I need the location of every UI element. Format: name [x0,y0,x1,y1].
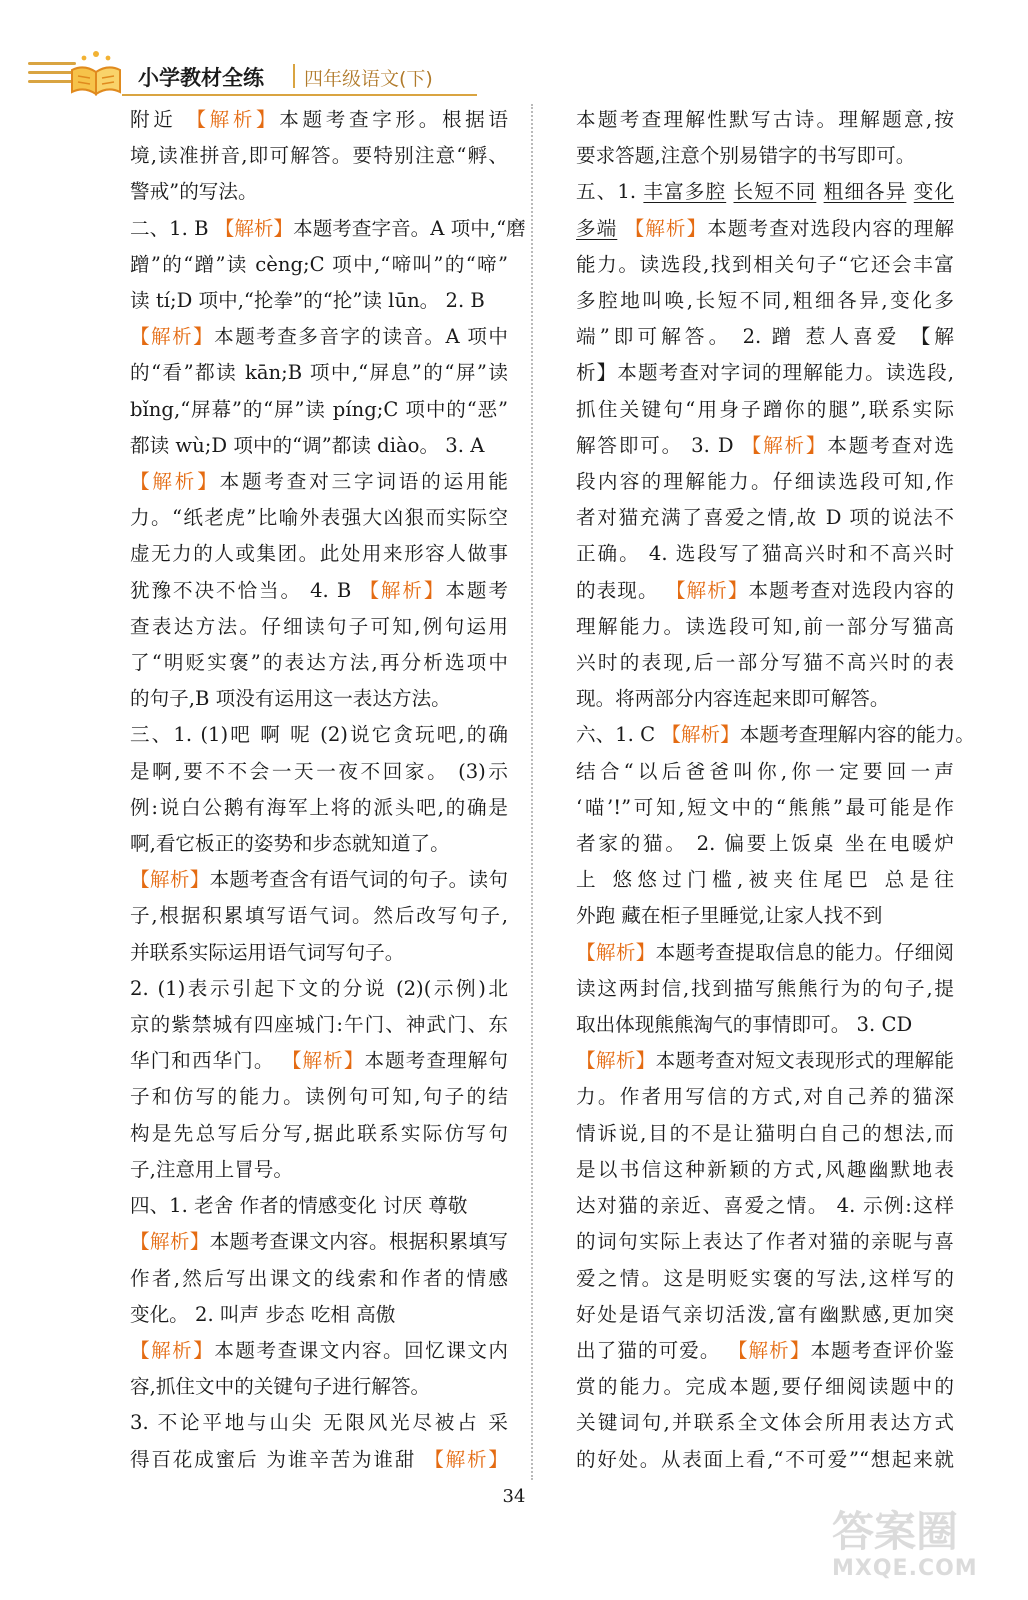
answer-line: 构是先总写后分写,据此联系实际仿写句 [130,1121,508,1145]
answer-line: 理解能力。读选段可知,前一部分写猫高 [576,614,954,638]
answer-line: 二、1. B 【解析】本题考查字音。A 项中,“磨 [130,216,526,240]
analysis-tag: 【解析】 [727,1338,811,1362]
answer-line: 力。“纸老虎”比喻外表强大凶狠而实际空 [130,506,508,530]
answer-line: 要求答题,注意个别易错字的书写即可。 [576,144,916,168]
answer-line: 的表现。 【解析】本题考查对选段内容的 [576,578,955,602]
analysis-tag: 【解析】 [130,470,220,494]
answer-line: 容,抓住文中的关键句子进行解答。 [130,1375,431,1399]
answer-line: 啊,看它板正的姿势和步态就知道了。 [130,832,450,856]
answer-line: 出了猫的可爱。 【解析】本题考查评价鉴 [576,1338,955,1362]
underlined-answer: 多端 [576,216,618,240]
answer-line: 解答即可。 3. D 【解析】本题考查对选 [576,433,955,457]
watermark-url: MXQE.COM [832,1556,978,1581]
answer-line: 作者,然后写出课文的线索和作者的情感 [130,1266,508,1290]
answer-line: 【解析】本题考查课文内容。根据积累填写 [130,1230,509,1254]
answer-line: 子,注意用上冒号。 [130,1157,293,1181]
answer-line: 都读 wù;D 项中的“调”都读 diào。 3. A [130,433,485,457]
answer-line: 虚无力的人或集团。此处用来形容人做事 [130,542,508,566]
answer-line: 【解析】本题考查多音字的读音。A 项中 [130,325,509,349]
answer-line: 变化。 2. 叫声 步态 吃相 高傲 [130,1302,396,1326]
answer-line: 京的紫禁城有四座城门:午门、神武门、东 [130,1013,508,1037]
analysis-tag: 【解析】 [130,868,210,892]
answer-line: 段内容的理解能力。仔细读选段可知,作 [576,470,954,494]
answer-line: 多端 【解析】本题考查对选段内容的理解 [576,216,955,240]
answer-line: 者对猫充满了喜爱之情,故 D 项的说法不 [576,506,954,530]
answer-line: 蹭”的“蹭”读 cèng;C 项中,“啼叫”的“啼” [130,252,508,276]
answer-line: 境,读准拼音,即可解答。要特别注意“孵、 [130,144,508,168]
answer-line: 多腔地叫唤,长短不同,粗细各异,变化多 [576,289,954,313]
answer-line: 的好处。从表面上看,“不可爱”“想起来就 [576,1447,954,1471]
answer-line: 达对猫的亲近、喜爱之情。 4. 示例:这样 [576,1194,954,1218]
answer-line: 上 悠悠过门槛,被夹住尾巴 总是往 [576,868,954,892]
answer-line: 附近 【解析】本题考查字形。根据语 [130,108,509,131]
analysis-tag: 【解析】 [130,1230,210,1254]
answer-line: 子和仿写的能力。读例句可知,句子的结 [130,1085,508,1109]
answer-line: 警戒”的写法。 [130,180,258,204]
analysis-tag: 【解析】 [741,433,828,457]
underlined-answer: 丰富多腔 [643,180,727,204]
analysis-tag: 【解析】 [665,578,749,602]
answer-line: 现。将两部分内容连起来即可解答。 [576,687,890,711]
answer-line: 是啊,要不不会一天一夜不回家。 (3)示 [130,759,508,783]
answer-line: 读 tí;D 项中,“抡拳”的“抡”读 lūn。 2. B [130,289,485,313]
answer-line: 赏的能力。完成本题,要仔细阅读题中的 [576,1375,954,1399]
answer-line: 了“明贬实褒”的表达方法,再分析选项中 [130,651,508,675]
answer-line: 犹豫不决不恰当。 4. B 【解析】本题考 [130,578,509,602]
answer-line: 华门和西华门。 【解析】本题考查理解句 [130,1049,509,1073]
header-separator [293,64,295,88]
answer-line: 析】本题考查对字词的理解能力。读选段, [576,361,954,385]
analysis-tag: 【解析】 [576,940,656,964]
answer-line: 能力。读选段,找到相关句子“它还会丰富 [576,252,954,276]
answer-line: 抓住关键句“用身子蹭你的腿”,联系实际 [576,397,954,421]
answer-line: 是以书信这种新颖的方式,风趣幽默地表 [576,1157,954,1181]
answer-line: 兴时的表现,后一部分写猫不高兴时的表 [576,651,954,675]
book-logo-icon [68,48,124,98]
analysis-tag: 【解析】 [186,108,280,131]
answer-line: 本题考查理解性默写古诗。理解题意,按 [576,108,954,131]
answer-line: 3. 不论平地与山尖 无限风光尽被占 采 [130,1411,508,1435]
answer-line: 2. (1)表示引起下文的分说 (2)(示例)北 [130,976,508,1000]
grade-title: 四年级语文(下) [304,68,433,90]
answer-line: 例:说白公鹅有海军上将的派头吧,的确是 [130,795,508,819]
answer-line: 四、1. 老舍 作者的情感变化 讨厌 尊敬 [130,1194,468,1218]
analysis-tag: 【解析】 [424,1447,508,1471]
answer-line: 的句子,B 项没有运用这一表达方法。 [130,687,451,711]
analysis-tag: 【解析】 [281,1049,365,1073]
answer-line: 的“看”都读 kān;B 项中,“屏息”的“屏”读 [130,361,508,385]
underlined-answer: 长短不同 [733,180,817,204]
answer-line: 者家的猫。 2. 偏要上饭桌 坐在电暖炉 [576,832,954,856]
answer-line: 【解析】本题考查对三字词语的运用能 [130,470,509,494]
answer-line: 结合“以后爸爸叫你,你一定要回一声 [576,759,954,783]
answer-line: 得百花成蜜后 为谁辛苦为谁甜 【解析】 [130,1447,508,1471]
right-answer-column [576,102,975,1478]
answer-line: ‘喵’!”可知,短文中的“熊熊”最可能是作 [576,795,954,819]
analysis-tag: 【解析】 [624,216,708,240]
answer-line: 并联系实际运用语气词写句子。 [130,940,405,964]
answer-line: 情诉说,目的不是让猫明白自己的想法,而 [576,1121,954,1145]
answer-line: 五、1. 丰富多腔 长短不同 粗细各异 变化 [576,180,955,204]
answer-line: 子,根据积累填写语气词。然后改写句子, [130,904,508,928]
answer-line: 【解析】本题考查对短文表现形式的理解能 [576,1049,955,1073]
analysis-tag: 【解析】 [214,216,294,240]
answer-line: 六、1. C 【解析】本题考查理解内容的能力。 [576,723,975,747]
answer-line: 外跑 藏在柜子里睡觉,让家人找不到 [576,904,883,928]
analysis-tag: 【解析】 [130,325,215,349]
answer-line: 关键词句,并联系全文体会所用表达方式 [576,1411,954,1435]
answer-line: 的词句实际上表达了作者对猫的亲昵与喜 [576,1230,954,1254]
answer-line: bǐng,“屏幕”的“屏”读 píng;C 项中的“恶” [130,397,508,421]
column-divider [531,104,533,1480]
series-title: 小学教材全练 [138,66,264,90]
answer-line: 三、1. (1)吧 啊 呢 (2)说它贪玩吧,的确 [130,723,508,747]
underlined-answer: 变化 [913,180,955,204]
answer-line: 爱之情。这是明贬实褒的写法,这样写的 [576,1266,954,1290]
answer-line: 查表达方法。仔细读句子可知,例句运用 [130,614,508,638]
underlined-answer: 粗细各异 [823,180,907,204]
analysis-tag: 【解析】 [130,1338,215,1362]
answer-line: 取出体现熊熊淘气的事情即可。 3. CD [576,1013,913,1037]
page-header [0,0,1028,110]
analysis-tag: 【解析】 [576,1049,656,1073]
watermark-logo [832,1508,1012,1592]
answer-line: 【解析】本题考查含有语气词的句子。读句 [130,868,509,892]
answer-line: 好处是语气亲切活泼,富有幽默感,更加突 [576,1302,954,1326]
answer-line: 读这两封信,找到描写熊熊行为的句子,提 [576,976,954,1000]
answer-line: 端”即可解答。 2. 蹭 惹人喜爱 【解 [576,325,954,349]
analysis-tag: 【解析】 [661,723,740,747]
watermark-text: 答案圈 [832,1507,959,1556]
answer-line: 【解析】本题考查提取信息的能力。仔细阅 [576,940,955,964]
answer-line: 正确。 4. 选段写了猫高兴时和不高兴时 [576,542,954,566]
page-number: 34 [502,1486,526,1507]
answer-line: 力。作者用写信的方式,对自己养的猫深 [576,1085,954,1109]
answer-line: 【解析】本题考查课文内容。回忆课文内 [130,1338,509,1362]
analysis-tag: 【解析】 [359,578,446,602]
header-rule [122,94,477,96]
left-answer-column [130,102,526,1478]
